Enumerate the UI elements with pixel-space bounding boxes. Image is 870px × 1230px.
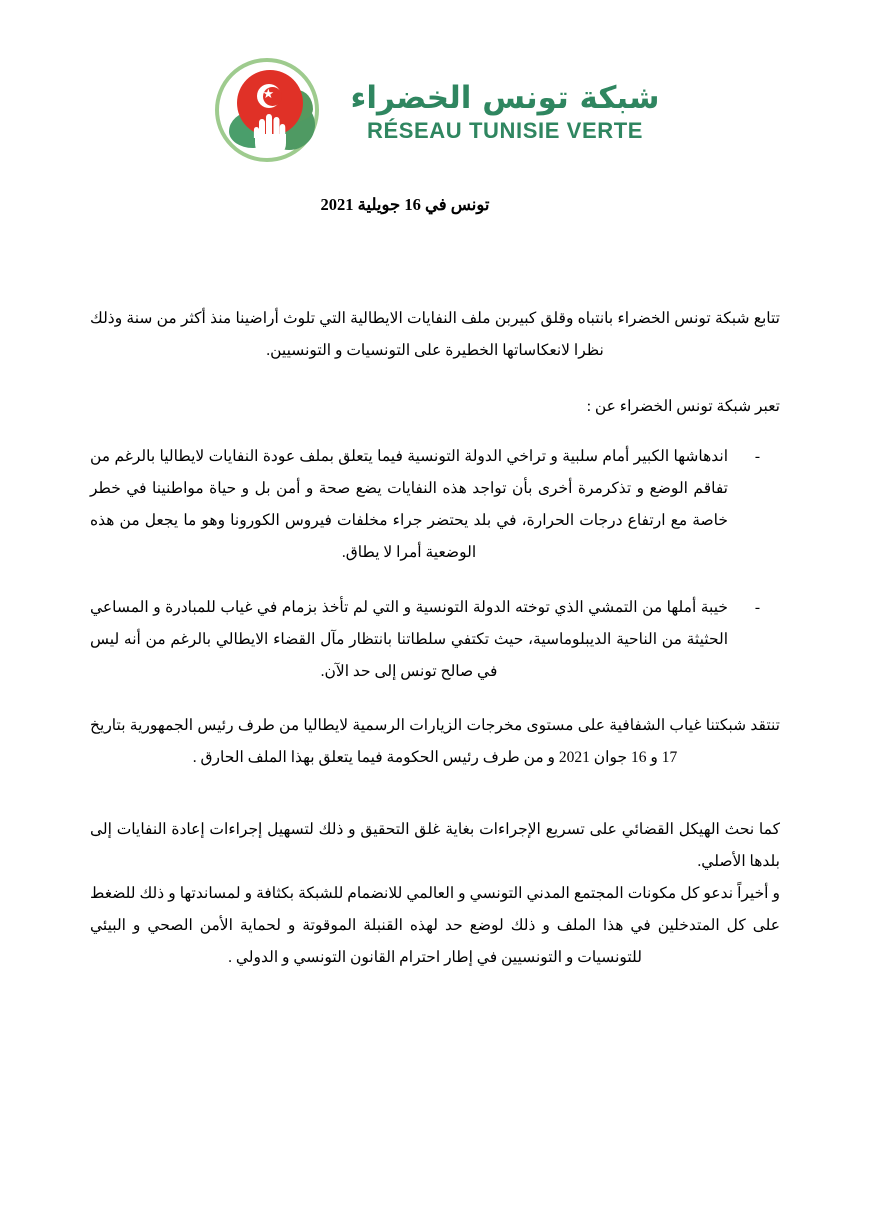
spacer xyxy=(90,774,780,814)
spacer xyxy=(90,423,780,441)
organization-name-french: RÉSEAU TUNISIE VERTE xyxy=(366,118,644,144)
spacer xyxy=(90,367,780,391)
list-item-text: اندهاشها الكبير أمام سلبية و تراخي الدولة التونسية فيما يتعلق بملف عودة النفايات لايطاليا بالرغم من تفاقم الوضع و تذكرمرة أخرى بأن تواجد هذه النفايات يضع صحة و أمن بل و حياة مواطنينا في خطر خاصة مع ارتفاع درجات الحرارة، في بلد يحتضر جراء مخلفات فيروس الكورونا وهو ما يجعل من هذه الوضعية أمرا لا يطاق. xyxy=(90,448,728,562)
organization-logo xyxy=(211,56,329,168)
bullet-marker: - xyxy=(754,448,760,466)
criticism-paragraph: تنتقد شبكتنا غياب الشفافية على مستوى مخرجات الزيارات الرسمية لايطاليا من طرف رئيس الجمهورية بتاريخ 17 و 16 جوان 2021 و من طرف رئيس الحكومة فيما يتعلق بهذا الملف الحارق . xyxy=(90,716,780,766)
document-body xyxy=(90,195,780,974)
demands-list xyxy=(90,441,780,688)
lead-in-paragraph: تعبر شبكة تونس الخضراء عن : xyxy=(586,398,780,416)
intro-paragraph: تتابع شبكة تونس الخضراء بانتباه وقلق كبيربن ملف النفايات الايطالية التي تلوث أراضينا منذ أكثر من سنة وذلك نظرا لانعكاساتها الخطيرة على التونسيات و التونسيين. xyxy=(90,310,780,360)
judicial-call-paragraph: كما نحث الهيكل القضائي على تسريع الإجراءات بغاية غلق التحقيق و ذلك لتسهيل إجراءات إعادة النفايات إلى بلدها الأصلي. xyxy=(90,820,780,871)
list-item-text: خيبة أملها من التمشي الذي توخته الدولة التونسية و التي لم تأخذ بزمام في غياب للمبادرة و المساعي الحثيثة من الناحية الديبلوماسية، حيث تكتفي سلطاتنا بانتظار مآل القضاء الايطالي بالرغم من أنه ليس في صالح تونس إلى حد الآن. xyxy=(90,598,728,680)
organization-name-arabic: شبكة تونس الخضراء xyxy=(350,79,660,116)
list-item xyxy=(90,592,780,688)
bullet-marker: - xyxy=(754,598,760,616)
raised-hand-icon xyxy=(249,108,293,156)
organization-name xyxy=(350,79,660,144)
civil-society-call-paragraph: و أخيراً ندعو كل مكونات المجتمع المدني التونسي و العالمي للانضمام للشبكة بكثافة و لمساندتها و ذلك للضغط على كل المتدخلين في هذا الملف و ذلك لوضع حد لهذه القنبلة الموقوتة و لحماية الأمن الصحي و البيئي للتونسيات و التونسيين في إطار احترام القانون التونسي و الدولي . xyxy=(90,885,780,967)
dateline: تونس في 16 جويلية 2021 xyxy=(320,195,490,214)
letterhead xyxy=(0,52,870,172)
list-item xyxy=(90,441,780,569)
